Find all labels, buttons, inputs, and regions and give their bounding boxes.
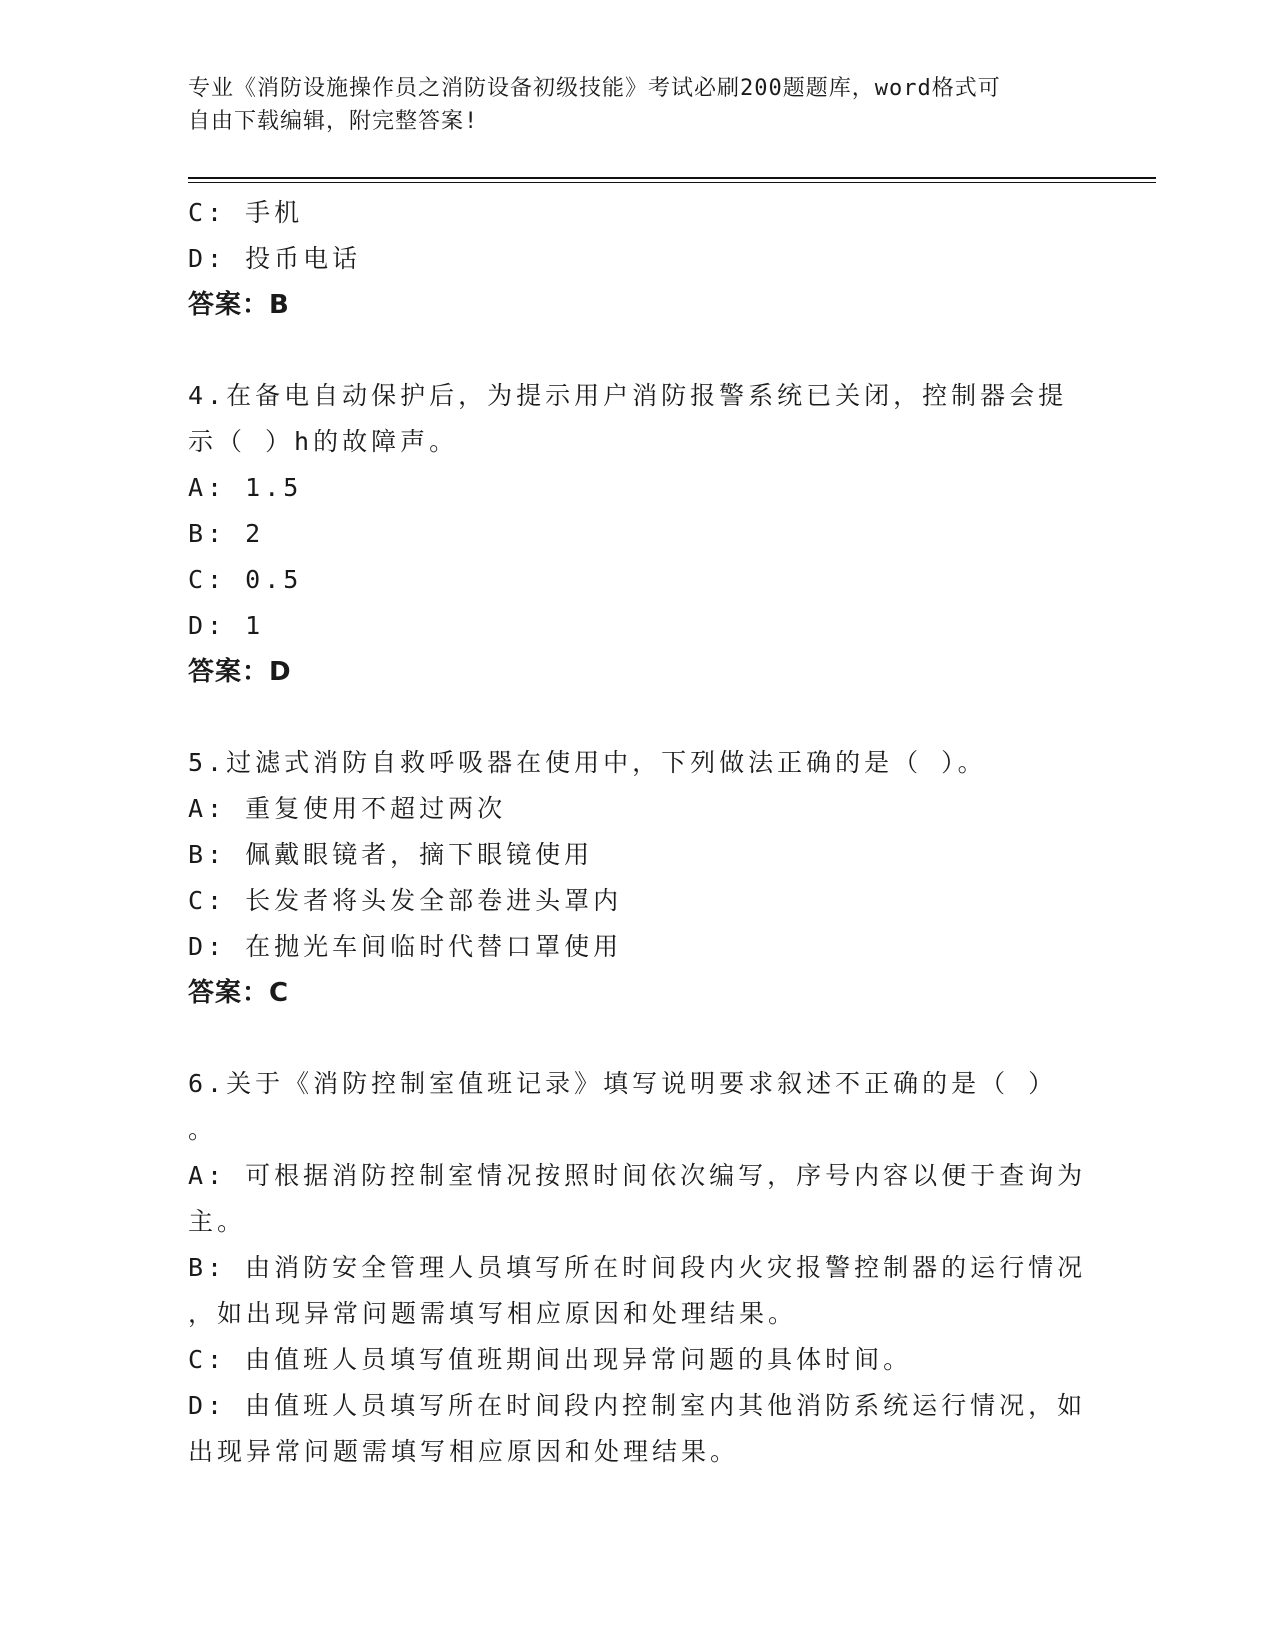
option-b: B: 2 — [188, 519, 265, 548]
question-4 — [188, 373, 1088, 695]
answer-label: 答案：C — [188, 978, 290, 1008]
header-divider-thick — [188, 177, 1156, 179]
question-3-tail — [188, 190, 1088, 328]
option-a: A: 重复使用不超过两次 — [188, 794, 507, 823]
spacer — [188, 1016, 1088, 1061]
document-header — [188, 72, 1088, 138]
option-a: A: 可根据消防控制室情况按照时间依次编写，序号内容以便于查询为 — [188, 1161, 1087, 1190]
header-line-1: 专业《消防设施操作员之消防设备初级技能》考试必刷200题题库，word格式可 — [188, 76, 1001, 101]
option-c: C: 长发者将头发全部卷进头罩内 — [188, 886, 623, 915]
option-b: B: 佩戴眼镜者，摘下眼镜使用 — [188, 840, 594, 869]
option-b: B: 由消防安全管理人员填写所在时间段内火灾报警控制器的运行情况 — [188, 1253, 1087, 1282]
question-stem: 6.关于《消防控制室值班记录》填写说明要求叙述不正确的是（ ） — [188, 1069, 1058, 1098]
question-5 — [188, 740, 1088, 1016]
option-a-cont: 主。 — [188, 1207, 247, 1236]
question-content — [188, 190, 1088, 1475]
option-d-cont: 出现异常问题需填写相应原因和处理结果。 — [188, 1437, 740, 1466]
answer-label: 答案：D — [188, 657, 292, 687]
option-d: D: 在抛光车间临时代替口罩使用 — [188, 932, 623, 961]
question-6 — [188, 1061, 1088, 1475]
question-stem-cont: 示（ ）h的故障声。 — [188, 427, 459, 456]
header-line-2: 自由下载编辑，附完整答案! — [188, 109, 479, 134]
spacer — [188, 695, 1088, 740]
option-c: C: 0.5 — [188, 565, 303, 594]
spacer — [188, 328, 1088, 373]
option-d: D: 投币电话 — [188, 244, 362, 273]
question-stem: 4.在备电自动保护后，为提示用户消防报警系统已关闭，控制器会提 — [188, 381, 1068, 410]
option-a: A: 1.5 — [188, 473, 303, 502]
header-divider-thin — [188, 182, 1156, 183]
option-c: C: 手机 — [188, 198, 304, 227]
option-d: D: 1 — [188, 611, 265, 640]
option-d: D: 由值班人员填写所在时间段内控制室内其他消防系统运行情况，如 — [188, 1391, 1087, 1420]
option-b-cont: ，如出现异常问题需填写相应原因和处理结果。 — [188, 1299, 798, 1328]
question-stem-cont: 。 — [188, 1115, 218, 1144]
option-c: C: 由值班人员填写值班期间出现异常问题的具体时间。 — [188, 1345, 913, 1374]
question-stem: 5.过滤式消防自救呼吸器在使用中，下列做法正确的是（ ）。 — [188, 748, 987, 777]
answer-label: 答案：B — [188, 290, 290, 320]
